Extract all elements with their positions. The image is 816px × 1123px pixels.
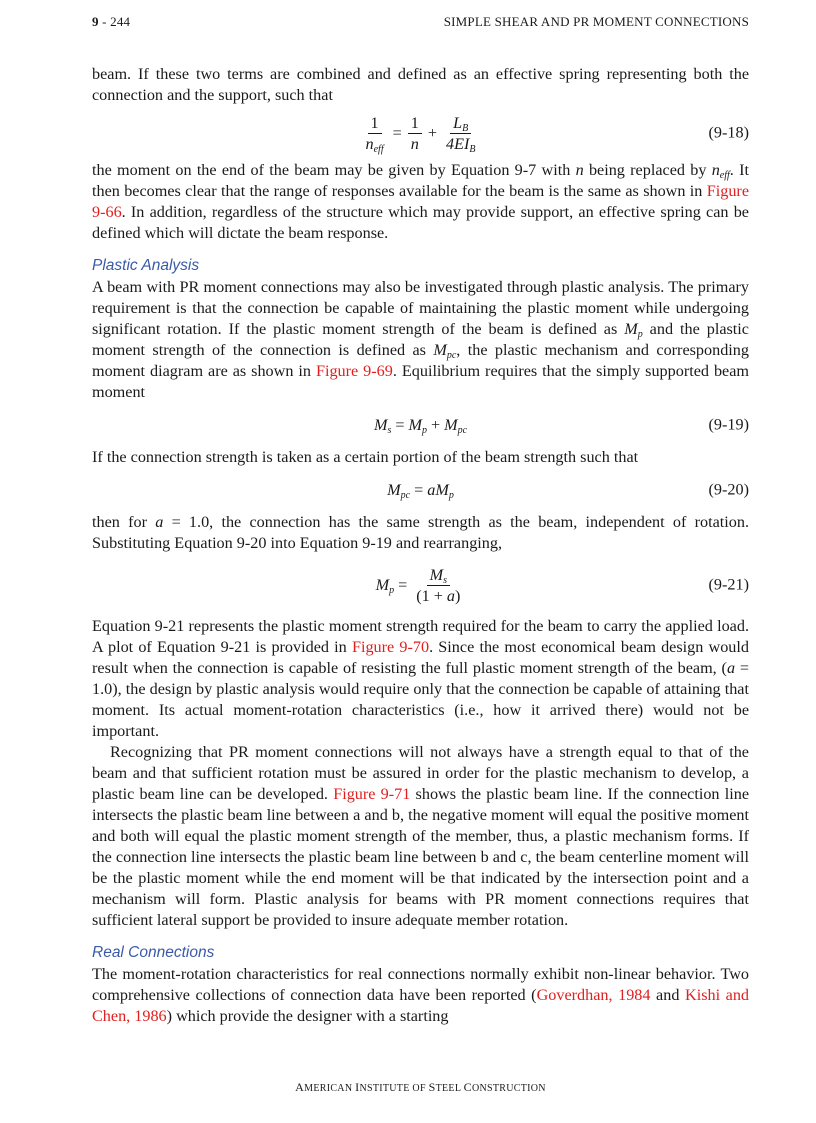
equation-number: (9-19) [708,415,749,434]
running-head [92,14,749,34]
equation-9-19: $M_s$ = $M_p$ + $M_{pc}$ (9-19) [373,415,749,436]
eq-fraction: $\frac{1}{n}$ [408,114,422,153]
eq-fraction: $\frac{L_B}{4EI_B}$ [445,113,476,155]
section-heading: Plastic Analysis [92,257,200,274]
paragraph: A beam with PR moment connections may also be investigated through plastic analysis. The primary requirement is that the connection be capable of maintaining the plastic moment while undergoing significant rotation. If the plastic moment strength of the beam is defined as $M_p$ and the plastic moment strength of the connection is defined as $M_{pc}$, the plastic mechanism and corresponding moment diagram are as shown in Figure 9-69. Equilibrium requires that the simply supported beam moment [92,278,750,401]
equation-9-20: $M_{pc}$ = $aM_p$ (9-20) [387,480,749,501]
page [92,0,749,1123]
paragraph: Equation 9-21 represents the plastic moment strength required for the beam to carry the applied load. A plot of Equation 9-21 is provided in Figure 9-70. Since the most economical beam design would result when the connection is capable of resisting the full plastic moment strength of the beam, (a = 1.0), the design by plastic analysis would require only that the connection be capable of attaining that moment. Its actual moment-rotation characteristics (i.e., how it arrived there) would not be important. [92,617,749,740]
figure-link[interactable]: Figure 9-69 [315,362,393,380]
equation-number: (9-20) [708,480,749,499]
figure-link[interactable]: Figure 9-66 [92,182,749,221]
figure-link[interactable]: Figure 9-71 [333,785,411,803]
figure-link[interactable]: Figure 9-70 [351,638,430,656]
reference-link[interactable]: Kishi and Chen, 1986 [92,986,750,1025]
paragraph: then for a = 1.0, the connection has the same strength as the beam, independent of rotation. Substituting Equation 9-20 into Equation 9-19 and rearranging, [92,513,750,552]
equation-9-21: $M_p$ = $\frac{M_s}{(1 + a)}$ (9-21) [375,565,749,605]
paragraph: the moment on the end of the beam may be given by Equation 9-7 with n being replaced by $n_{eff}$. It then becomes clear that the range of responses available for the beam is the same as shown in Figure 9-66. In addition, regardless of the structure which may provide support, an effective spring can be defined which will dictate the beam response. [92,161,749,242]
equation-9-18: $\frac{1}{n_{eff}}$ = $\frac{1}{n}$ + $\frac{L_B}{4EI_B}$ (9-18) [92,106,749,160]
body-text [92,64,749,1027]
paragraph: If the connection strength is taken as a certain portion of the beam strength such that [92,448,639,466]
paragraph: Recognizing that PR moment connections will not always have a strength equal to that of the beam and that sufficient rotation must be assured in order for the plastic mechanism to develop, a plastic beam line can be developed. Figure 9-71 shows the plastic beam line. If the connection line intersects the plastic beam line between a and b, the negative moment will equal the positive moment and both will equal the plastic moment strength of the member, thus, a plastic mechanism forms. If the connection line intersects the plastic beam line between b and c, the beam centerline moment will be the plastic moment while the end moment will be that indicated by the intersection point and a mechanism will form. Plastic analysis for beams with PR moment connections requires that sufficient lateral support be provided to insure adequate member rotation. [92,743,749,929]
footer: AMERICAN INSTITUTE OF STEEL CONSTRUCTION [295,1080,546,1094]
reference-link[interactable]: Goverdhan, 1984 [536,986,651,1004]
eq-fraction: $\frac{1}{n_{eff}}$ [365,113,384,155]
page-number: 9 - 244 [92,14,131,29]
section-heading: Real Connections [92,944,215,961]
eq-fraction: $\frac{M_s}{(1 + a)}$ [416,565,461,605]
paragraph: The moment-rotation characteristics for real connections normally exhibit non-linear behavior. Two comprehensive collections of connection data have been reported (Goverdhan, 1984 and Kishi and Chen, 1986) which provide the designer with a starting [92,965,750,1025]
equation-number: (9-21) [708,575,749,594]
paragraph: beam. If these two terms are combined and defined as an effective spring representing both the connection and the support, such that [92,65,749,104]
equation-number: (9-18) [708,123,749,142]
chapter-title: SIMPLE SHEAR AND PR MOMENT CONNECTIONS [443,14,749,29]
